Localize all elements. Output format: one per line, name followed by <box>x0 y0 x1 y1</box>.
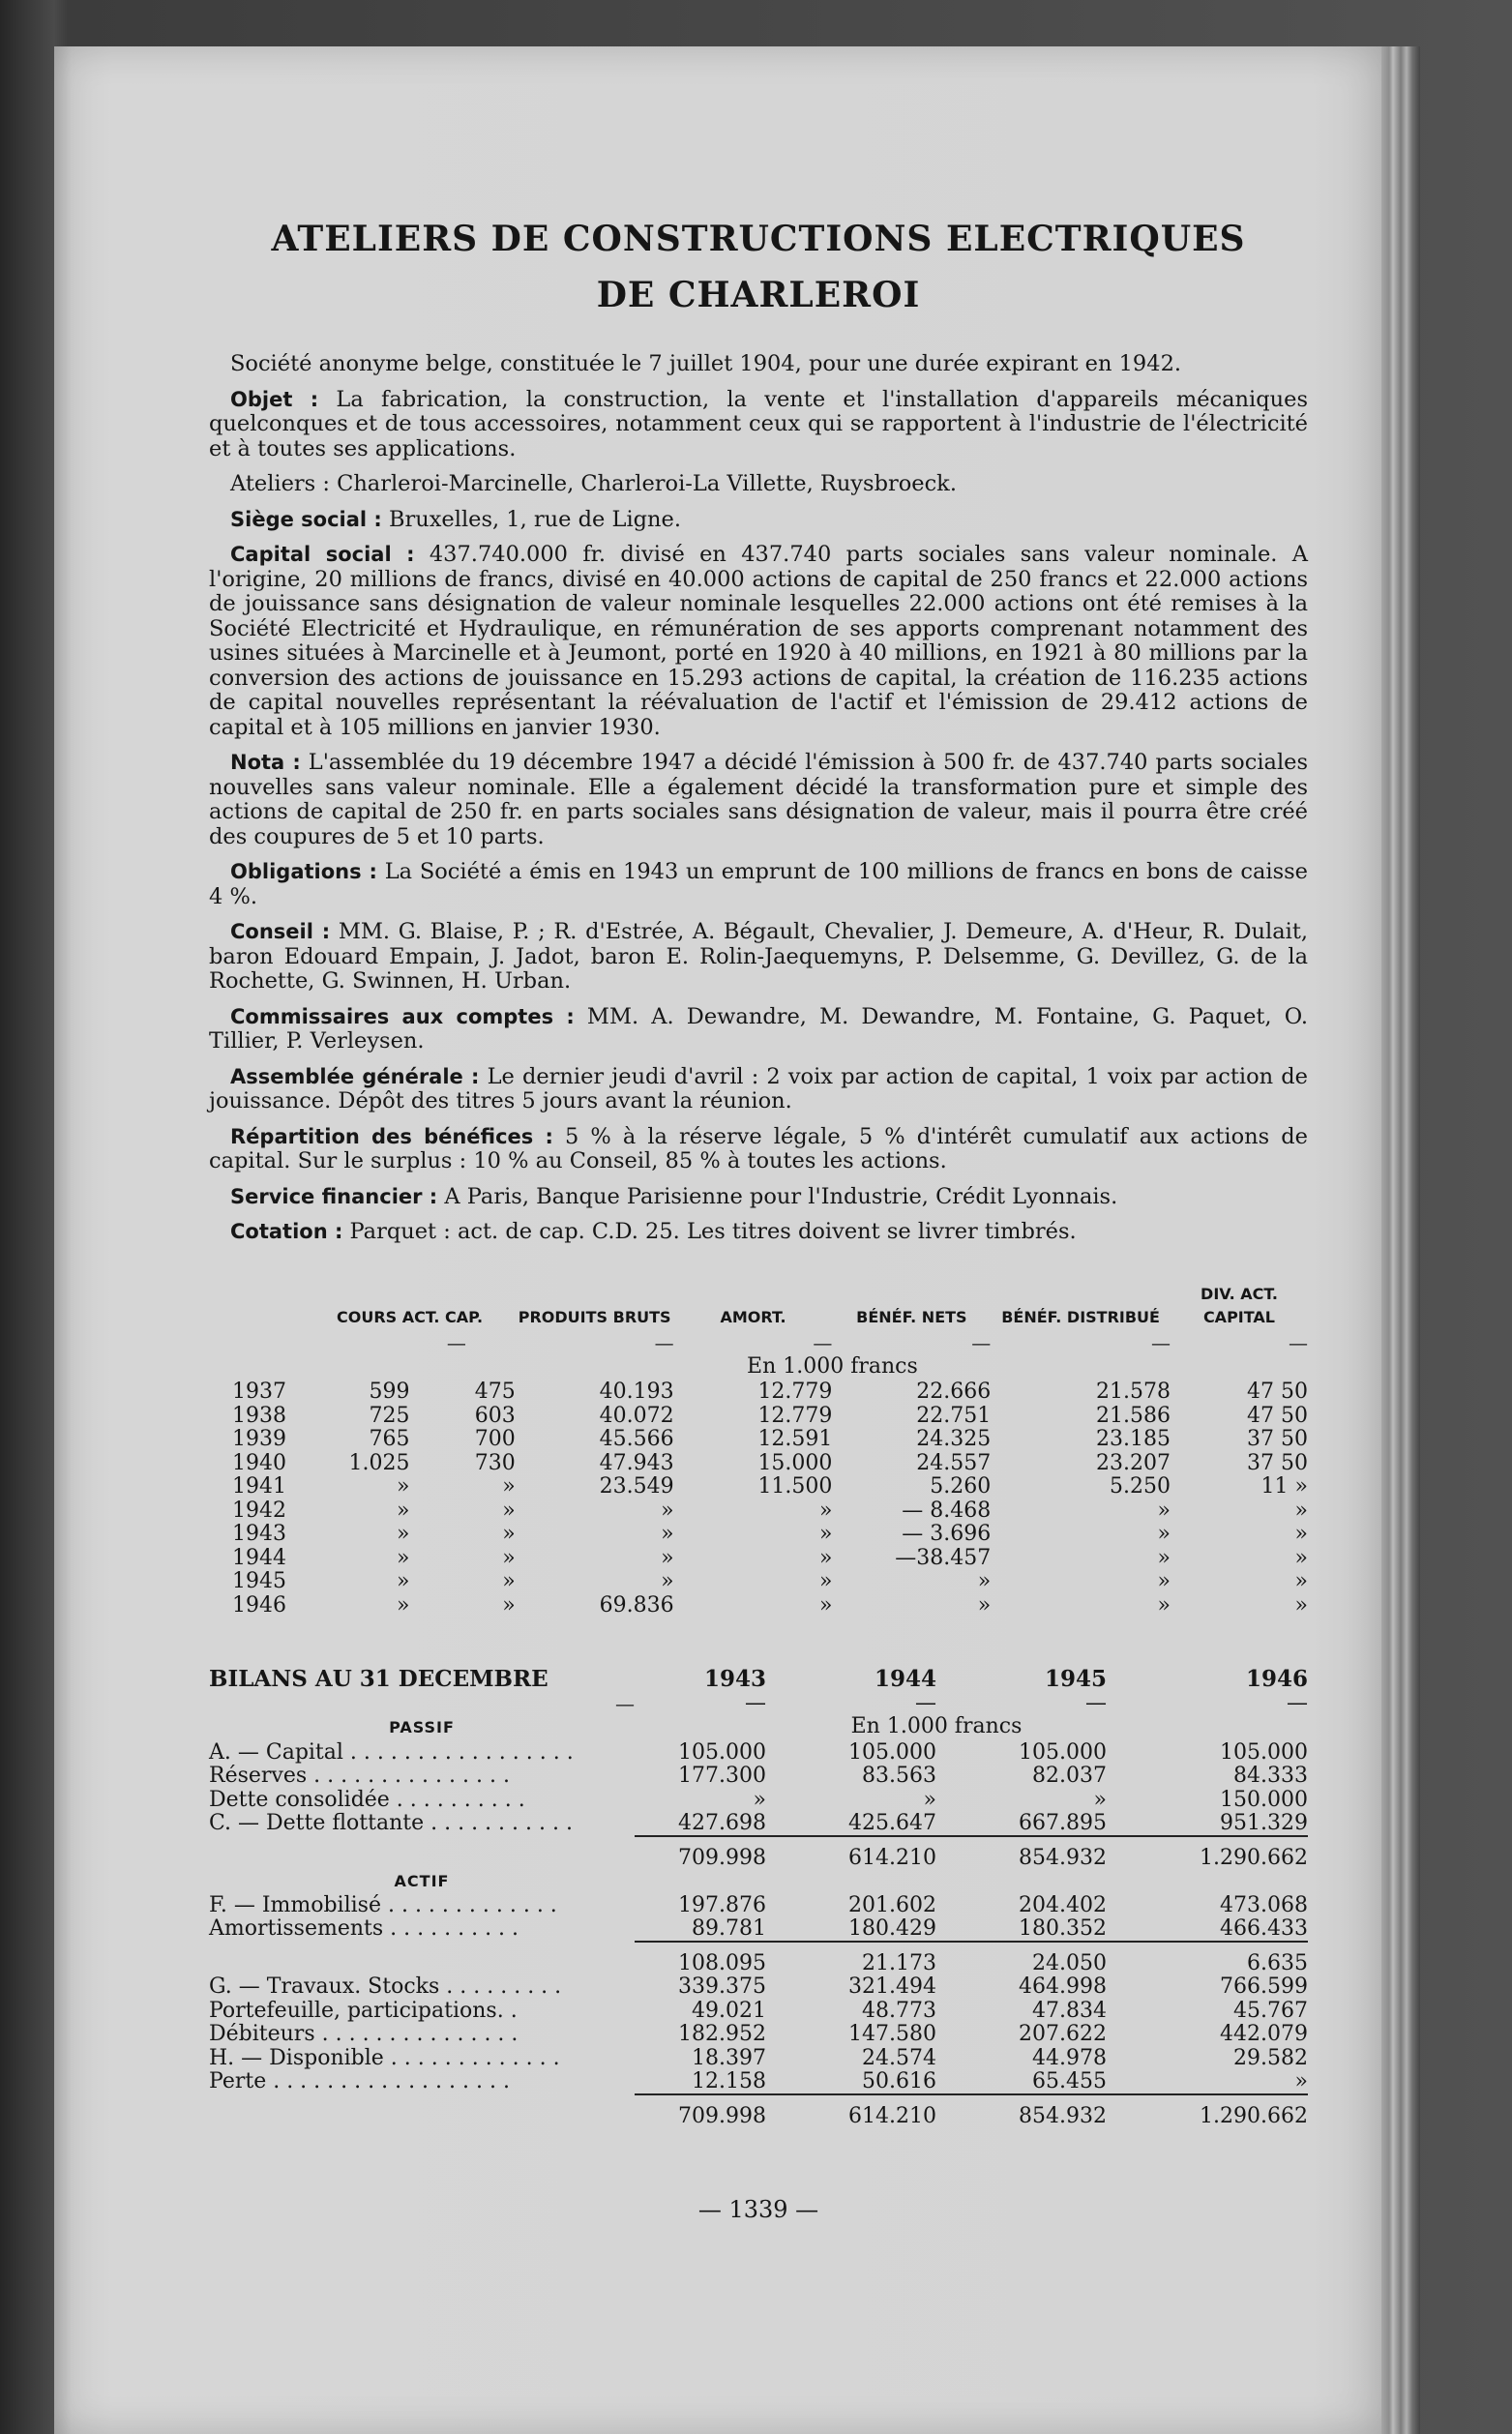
value-cell: 204.402 <box>1019 1892 1107 1917</box>
value-cell: 24.574 <box>862 2045 936 2070</box>
value-cell: — 3.696 <box>902 1522 992 1546</box>
year-header: 1944 <box>874 1666 936 1692</box>
balance-row <box>209 1894 1308 1918</box>
column-header <box>209 1283 304 1331</box>
value-cell: 105.000 <box>1220 1739 1308 1765</box>
value-cell: 201.602 <box>848 1892 936 1917</box>
total-cell: 709.998 <box>635 2094 766 2129</box>
column-header: PRODUITS BRUTS <box>518 1308 671 1326</box>
value-cell: 48.773 <box>862 1998 936 2023</box>
page-content <box>209 211 1309 2223</box>
value-cell: 22.666 <box>916 1380 992 1404</box>
header-rule: — <box>654 1331 674 1354</box>
year-cell: 1945 <box>232 1569 286 1593</box>
line-label: Amortissements . . . . . . . . . . <box>209 1916 519 1941</box>
table-row <box>209 1523 1308 1547</box>
paragraph-text: La fabrication, la construction, la vente et l'installation d'appareils mécaniques quelconques et de tous accessoires, notamment ceux qui se rapportent à l'industrie de l'électricité et à toutes ses applications. <box>209 386 1308 461</box>
paragraph <box>209 1220 1308 1245</box>
title-line-1: ATELIERS DE CONSTRUCTIONS ELECTRIQUES <box>271 219 1246 259</box>
value-cell: 466.433 <box>1220 1916 1308 1941</box>
value-cell: 339.375 <box>678 1974 766 1999</box>
value-cell: 5.250 <box>1109 1474 1171 1499</box>
value-cell: 50.616 <box>862 2069 936 2093</box>
balance-row <box>209 2047 1308 2071</box>
balance-header-row <box>209 1668 1308 1692</box>
value-cell: » <box>818 1569 833 1593</box>
empty-cell <box>635 1715 766 1741</box>
value-cell: 180.352 <box>1019 1916 1107 1941</box>
value-cell: » <box>502 1474 516 1499</box>
header-rule: — <box>1150 1331 1171 1354</box>
value-cell: » <box>661 1498 674 1523</box>
paragraph-label: Objet : <box>230 387 319 411</box>
line-label: Perte . . . . . . . . . . . . . . . . . . <box>209 2069 510 2093</box>
paragraph-text: 437.740.000 fr. divisé en 437.740 parts sociales sans valeur nominale. A l'origine, 20 millions de francs, divisé en 40.000 actions de capital de 250 francs et 22.000 actions de jouissance sans désignation de valeur nominale lesquelles 22.000 actions ont été remises à la Société Electricité et Hydraulique, en rémunération de ses apports comprenant notamment des usines situées à Marcinelle et à Jeumont, porté en 1920 à 40 millions, en 1921 à 80 millions par la conversion des actions de jouissance en 15.293 actions de capital, la création de 116.235 actions de capital nouvelles représentant la réévaluation de l'actif et l'émission de 29.412 actions de capital et à 105 millions en janvier 1930. <box>209 542 1308 740</box>
value-cell: 1.025 <box>348 1450 410 1475</box>
year-cell: 1941 <box>232 1474 286 1499</box>
paragraph <box>209 1065 1308 1114</box>
balance-unit-row <box>209 1715 1308 1741</box>
value-cell: » <box>397 1498 410 1523</box>
value-cell: » <box>397 1474 410 1499</box>
value-cell: 105.000 <box>678 1739 766 1765</box>
paragraph-label: Commissaires aux comptes : <box>230 1004 575 1028</box>
balance-row <box>209 2000 1308 2024</box>
page-stack-edge <box>1381 46 1420 2434</box>
paragraph <box>209 1185 1308 1210</box>
value-cell: 182.952 <box>678 2022 766 2046</box>
total-cell: 614.210 <box>766 1836 936 1871</box>
paragraph-text: Société anonyme belge, constituée le 7 juillet 1904, pour une durée expirant en 1942. <box>230 351 1182 376</box>
total-cell: 709.998 <box>635 1836 766 1871</box>
value-cell: 951.329 <box>1220 1811 1308 1835</box>
value-cell: 11.500 <box>757 1474 833 1499</box>
total-cell: 854.932 <box>936 2094 1107 2129</box>
year-cell: 1937 <box>232 1380 286 1404</box>
value-cell: » <box>1294 1569 1308 1593</box>
value-cell: 40.193 <box>599 1380 674 1404</box>
balance-row <box>209 1765 1308 1789</box>
value-cell: 23.207 <box>1095 1450 1171 1475</box>
table-row <box>209 1594 1308 1618</box>
value-cell: » <box>661 1569 674 1593</box>
title-line-2: DE CHARLEROI <box>596 275 921 315</box>
value-cell: 180.429 <box>848 1916 936 1941</box>
column-header: COURS ACT. CAP. <box>337 1308 484 1326</box>
actif-label-row <box>209 1870 1308 1894</box>
paragraph-text: La Société a émis en 1943 un emprunt de 100 millions de francs en bons de caisse 4 %. <box>209 859 1308 909</box>
paragraph-label: Siège social : <box>230 507 382 531</box>
total-cell: 21.173 <box>766 1942 936 1976</box>
balance-title: BILANS AU 31 DECEMBRE <box>209 1666 548 1692</box>
paragraph-text: MM. A. Dewandre, M. Dewandre, M. Fontaine, G. Paquet, O. Tillier, P. Verleysen. <box>209 1003 1308 1054</box>
year-cell: 1943 <box>232 1522 286 1546</box>
paragraph-label: Nota : <box>230 751 301 774</box>
header-rule: — <box>915 1690 936 1715</box>
value-cell: 765 <box>369 1427 410 1451</box>
value-cell: 425.647 <box>848 1811 936 1835</box>
table-row <box>209 1547 1308 1571</box>
paragraph-label: Capital social : <box>230 543 415 566</box>
value-cell: » <box>818 1522 833 1546</box>
value-cell: 12.158 <box>692 2069 766 2093</box>
table-row <box>209 1499 1308 1524</box>
line-label: C. — Dette flottante . . . . . . . . . . . <box>209 1811 573 1835</box>
total-cell: 24.050 <box>936 1942 1107 1976</box>
total-cell: 6.635 <box>1107 1942 1308 1976</box>
value-cell: 22.751 <box>916 1403 992 1428</box>
value-cell: 725 <box>369 1403 410 1428</box>
value-cell: 730 <box>474 1450 516 1475</box>
line-label: Dette consolidée . . . . . . . . . . <box>209 1787 525 1812</box>
line-label: Réserves . . . . . . . . . . . . . . . <box>209 1764 510 1788</box>
table-row <box>209 1475 1308 1499</box>
total-cell: 108.095 <box>635 1942 766 1976</box>
value-cell: 24.557 <box>916 1450 992 1475</box>
value-cell: 475 <box>474 1380 516 1404</box>
balance-unit: En 1.000 francs <box>850 1714 1023 1738</box>
stats-unit: En 1.000 francs <box>747 1353 918 1379</box>
empty-cell <box>936 1870 1107 1894</box>
value-cell: 84.333 <box>1233 1764 1308 1788</box>
total-cell: 854.932 <box>936 1836 1107 1871</box>
value-cell: 207.622 <box>1019 2022 1107 2046</box>
value-cell: » <box>1157 1569 1171 1593</box>
value-cell: 177.300 <box>678 1764 766 1788</box>
paragraph-label: Service financier : <box>230 1184 438 1208</box>
passif-total-row <box>209 1836 1308 1871</box>
value-cell: 65.455 <box>1032 2069 1107 2093</box>
value-cell: 37 50 <box>1247 1427 1308 1451</box>
value-cell: » <box>397 1569 410 1593</box>
value-cell: 47.943 <box>599 1450 674 1475</box>
value-cell: » <box>502 1569 516 1593</box>
value-cell: » <box>502 1545 516 1570</box>
value-cell: » <box>1157 1545 1171 1570</box>
balance-row <box>209 1975 1308 2000</box>
year-cell: 1938 <box>232 1403 286 1428</box>
line-label: A. — Capital . . . . . . . . . . . . . . . . . <box>209 1739 574 1765</box>
value-cell: 45.767 <box>1233 1998 1308 2023</box>
results-table <box>209 1283 1308 1618</box>
section-label: ACTIF <box>394 1872 450 1890</box>
value-cell: 47 50 <box>1247 1403 1308 1428</box>
value-cell: » <box>977 1569 992 1593</box>
year-cell: 1942 <box>232 1498 286 1523</box>
section-label: PASSIF <box>389 1718 455 1736</box>
value-cell: » <box>753 1787 766 1812</box>
value-cell: 45.566 <box>599 1427 674 1451</box>
total-cell: 1.290.662 <box>1107 1836 1308 1871</box>
balance-row <box>209 1741 1308 1766</box>
value-cell: 37 50 <box>1247 1450 1308 1475</box>
header-rule: — <box>1289 1331 1308 1354</box>
value-cell: » <box>502 1592 516 1618</box>
value-cell: 599 <box>369 1380 410 1404</box>
value-cell: 150.000 <box>1220 1787 1308 1812</box>
balance-sheet-table <box>209 1668 1308 2128</box>
value-cell: 47 50 <box>1247 1380 1308 1404</box>
line-label: Débiteurs . . . . . . . . . . . . . . . <box>209 2022 519 2046</box>
balance-row <box>209 2070 1308 2094</box>
value-cell: 29.582 <box>1233 2045 1308 2070</box>
value-cell: 69.836 <box>599 1592 674 1618</box>
paragraph <box>209 1125 1308 1174</box>
year-cell: 1939 <box>232 1427 286 1451</box>
value-cell: 464.998 <box>1019 1974 1107 1999</box>
paragraph <box>209 472 1308 497</box>
paragraph-text: L'assemblée du 19 décembre 1947 a décidé l'émission à 500 fr. de 437.740 parts sociales nouvelles sans valeur nominale. Elle a également décidé la transformation pure et simple des actions de capital de 250 fr. en parts sociales sans désignation de valeur, mais il pourra être créé des coupures de 5 et 10 parts. <box>209 750 1309 849</box>
value-cell: 47.834 <box>1032 1998 1107 2023</box>
value-cell: —38.457 <box>895 1545 992 1570</box>
value-cell: » <box>397 1592 410 1618</box>
value-cell: » <box>1157 1498 1171 1523</box>
value-cell: 442.079 <box>1220 2022 1308 2046</box>
paragraph-text: Bruxelles, 1, rue de Ligne. <box>381 506 682 532</box>
empty-cell <box>1107 1870 1308 1894</box>
balance-row <box>209 1812 1308 1836</box>
empty-cell <box>635 1870 766 1894</box>
value-cell: » <box>1157 1522 1171 1546</box>
paragraph-label: Assemblée générale : <box>230 1064 480 1088</box>
value-cell: 197.876 <box>678 1892 766 1917</box>
value-cell: » <box>818 1498 833 1523</box>
empty-cell <box>209 1836 635 1871</box>
value-cell: 12.779 <box>757 1403 833 1428</box>
empty-cell <box>1107 1715 1308 1741</box>
value-cell: » <box>1294 1545 1308 1570</box>
value-cell: 147.580 <box>848 2022 936 2046</box>
paragraph-text: Le dernier jeudi d'avril : 2 voix par action de capital, 1 voix par action de jouissance. Dépôt des titres 5 jours avant la réunion. <box>209 1063 1308 1113</box>
balance-dash-row <box>209 1692 1308 1716</box>
value-cell: » <box>977 1592 992 1618</box>
paragraph <box>209 352 1308 377</box>
actif-total-row <box>209 2094 1308 2129</box>
value-cell: 11 » <box>1260 1474 1308 1499</box>
year-cell: 1940 <box>232 1450 286 1475</box>
year-cell: 1944 <box>232 1545 286 1570</box>
paragraph <box>209 508 1308 533</box>
table-row <box>209 1452 1308 1476</box>
year-header: 1945 <box>1044 1666 1107 1692</box>
value-cell: 766.599 <box>1220 1974 1308 1999</box>
value-cell: » <box>1093 1787 1107 1812</box>
paragraph-text: 5 % à la réserve légale, 5 % d'intérêt cumulatif aux actions de capital. Sur le surplus : 10 % au Conseil, 85 % à toutes les actions. <box>209 1123 1308 1173</box>
paragraph-text: Parquet : act. de cap. C.D. 25. Les titres doivent se livrer timbrés. <box>342 1219 1077 1244</box>
value-cell: » <box>397 1545 410 1570</box>
empty-cell <box>209 2094 635 2129</box>
page-number: — 1339 — <box>697 2196 819 2223</box>
empty-cell <box>209 1942 635 1976</box>
header-rule: — <box>446 1331 516 1354</box>
value-cell: » <box>1294 1522 1308 1546</box>
line-label: F. — Immobilisé . . . . . . . . . . . . . <box>209 1892 557 1917</box>
total-cell: 614.210 <box>766 2094 936 2129</box>
column-header: BÉNÉF. DISTRIBUÉ <box>1001 1308 1160 1326</box>
value-cell: » <box>1294 1498 1308 1523</box>
value-cell: 23.185 <box>1095 1427 1171 1451</box>
value-cell: 24.325 <box>916 1427 992 1451</box>
value-cell: » <box>661 1522 674 1546</box>
column-header: AMORT. <box>720 1308 786 1326</box>
paragraph-label: Répartition des bénéfices : <box>230 1124 553 1148</box>
header-rule: — <box>1287 1690 1308 1715</box>
paragraph-text: MM. G. Blaise, P. ; R. d'Estrée, A. Bégault, Chevalier, J. Demeure, A. d'Heur, R. Dulait, baron Edouard Empain, J. Jadot, baron E. Rolin-Jaequemyns, P. Delsemme, G. Devillez, G. de la Rochette, G. Swinnen, H. Urban. <box>209 919 1309 994</box>
table-row <box>209 1570 1308 1594</box>
paragraph-label: Obligations : <box>230 860 377 883</box>
year-cell: 1946 <box>232 1592 286 1618</box>
empty-cell <box>766 1870 936 1894</box>
value-cell: 5.260 <box>930 1474 992 1499</box>
paragraph-text: A Paris, Banque Parisienne pour l'Industrie, Crédit Lyonnais. <box>437 1183 1118 1209</box>
paragraph <box>209 1005 1308 1054</box>
value-cell: 427.698 <box>678 1811 766 1835</box>
value-cell: 18.397 <box>692 2045 766 2070</box>
table-row <box>209 1380 1308 1405</box>
value-cell: 105.000 <box>848 1739 936 1765</box>
paragraph <box>209 920 1308 994</box>
value-cell: 21.586 <box>1095 1403 1171 1428</box>
value-cell: 700 <box>474 1427 516 1451</box>
value-cell: 321.494 <box>848 1974 936 1999</box>
balance-row <box>209 1917 1308 1942</box>
value-cell: » <box>818 1592 833 1618</box>
value-cell: » <box>502 1522 516 1546</box>
company-description <box>209 352 1308 1245</box>
balance-row <box>209 1789 1308 1813</box>
header-rule: — <box>813 1331 833 1354</box>
paragraph <box>209 543 1308 740</box>
value-cell: » <box>1294 1592 1308 1618</box>
value-cell: 15.000 <box>757 1450 833 1475</box>
balance-row <box>209 2023 1308 2047</box>
book-page <box>54 46 1381 2434</box>
value-cell: 89.781 <box>692 1916 766 1941</box>
paragraph <box>209 860 1308 909</box>
paragraph-label: Cotation : <box>230 1220 343 1243</box>
value-cell: 12.591 <box>757 1427 833 1451</box>
year-header: 1943 <box>703 1666 766 1692</box>
header-rule: — <box>615 1691 635 1715</box>
line-label: G. — Travaux. Stocks . . . . . . . . . <box>209 1974 562 1999</box>
paragraph <box>209 388 1308 462</box>
header-rule: — <box>971 1331 992 1354</box>
value-cell: 82.037 <box>1032 1764 1107 1788</box>
value-cell: 44.978 <box>1032 2045 1107 2070</box>
value-cell: 23.549 <box>599 1474 674 1499</box>
paragraph <box>209 751 1308 849</box>
actif-subtotal-row <box>209 1942 1308 1976</box>
value-cell: » <box>818 1545 833 1570</box>
paragraph-text: Ateliers : Charleroi-Marcinelle, Charleroi-La Villette, Ruysbroeck. <box>230 471 957 496</box>
column-header: DIV. ACT. CAPITAL <box>1201 1285 1278 1326</box>
value-cell: 105.000 <box>1019 1739 1107 1765</box>
value-cell: » <box>1294 2069 1308 2093</box>
value-cell: — 8.468 <box>902 1498 992 1523</box>
value-cell: » <box>923 1787 936 1812</box>
value-cell: » <box>661 1545 674 1570</box>
line-label: Portefeuille, participations. . <box>209 1998 518 2023</box>
total-cell: 1.290.662 <box>1107 2094 1308 2129</box>
value-cell: 12.779 <box>757 1380 833 1404</box>
table-row <box>209 1428 1308 1452</box>
value-cell: 667.895 <box>1019 1811 1107 1835</box>
value-cell: 21.578 <box>1095 1380 1171 1404</box>
value-cell: 83.563 <box>862 1764 936 1788</box>
value-cell: » <box>1157 1592 1171 1618</box>
value-cell: » <box>397 1522 410 1546</box>
header-rule: — <box>1085 1690 1107 1715</box>
header-rule: — <box>745 1690 766 1715</box>
value-cell: 603 <box>474 1403 516 1428</box>
value-cell: 473.068 <box>1220 1892 1308 1917</box>
document-title <box>209 211 1308 323</box>
line-label: H. — Disponible . . . . . . . . . . . . . <box>209 2045 560 2070</box>
paragraph-label: Conseil : <box>230 920 331 943</box>
value-cell: 49.021 <box>692 1998 766 2023</box>
value-cell: » <box>502 1498 516 1523</box>
year-header: 1946 <box>1245 1666 1308 1692</box>
value-cell: 40.072 <box>599 1403 674 1428</box>
column-header: BÉNÉF. NETS <box>856 1308 967 1326</box>
table-row <box>209 1405 1308 1429</box>
